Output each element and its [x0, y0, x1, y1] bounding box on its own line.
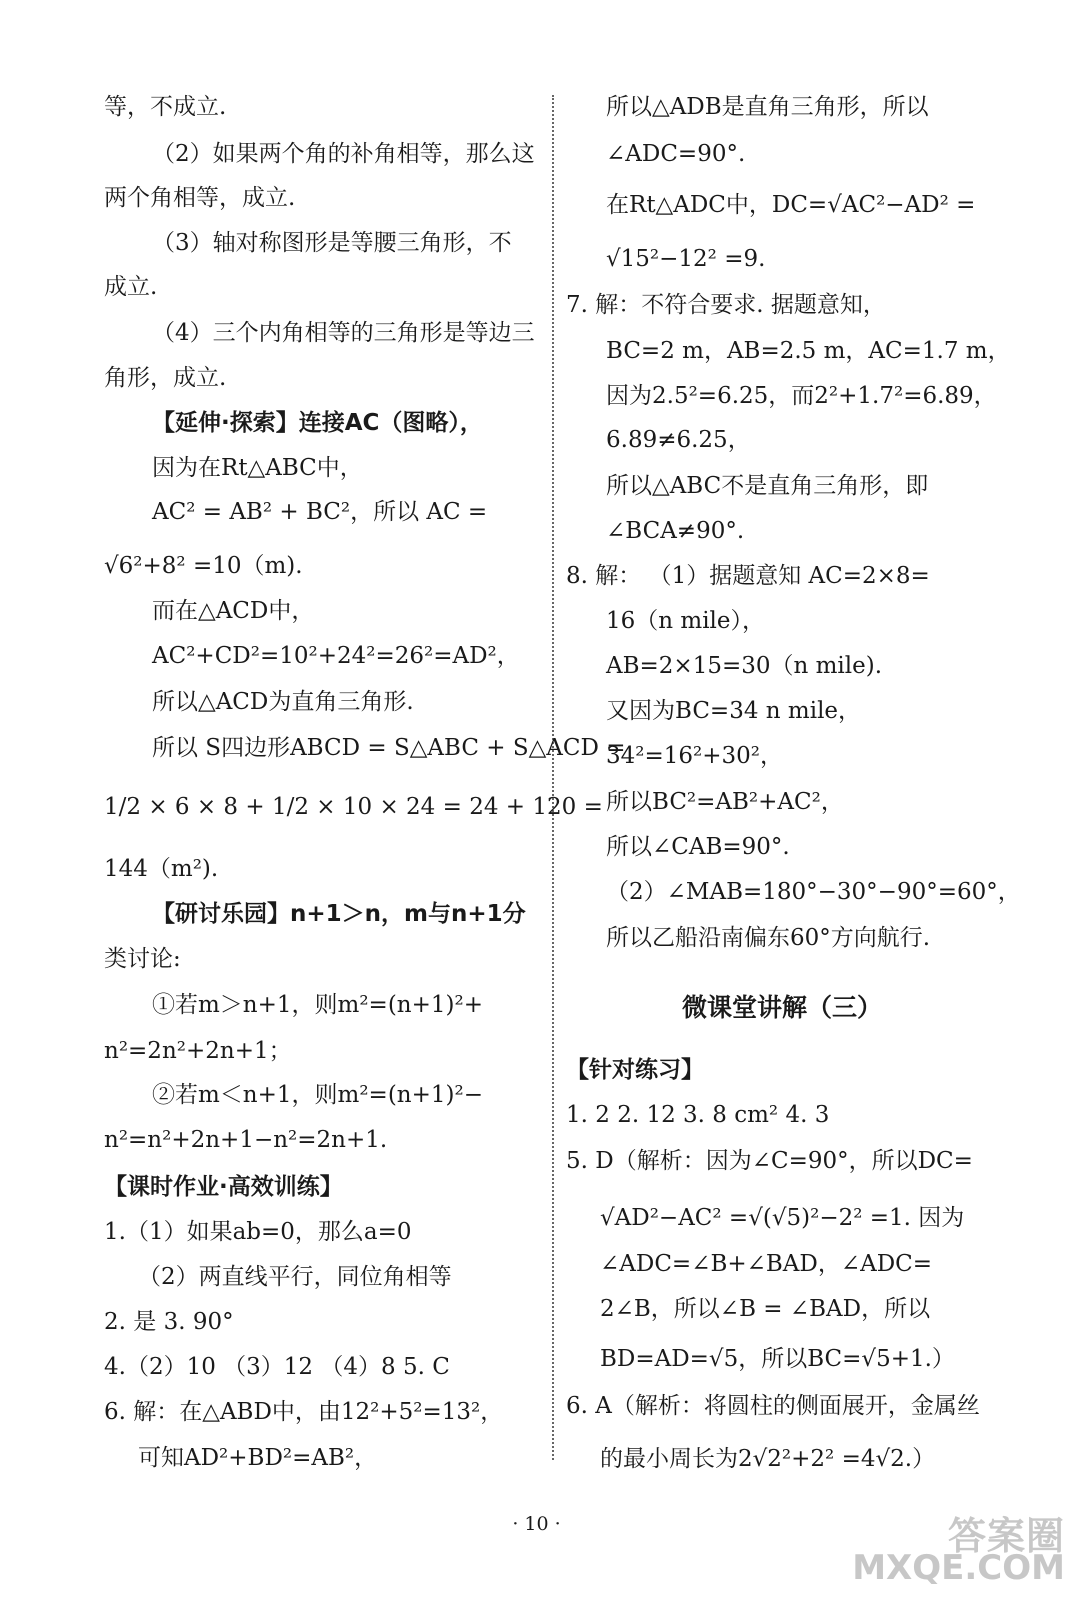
text-line: 1. 2 2. 12 3. 8 cm² 4. 3: [566, 1102, 830, 1128]
text-line: 1/2 × 6 × 8 + 1/2 × 10 × 24 = 24 + 120 =: [104, 794, 603, 820]
text-line: （3）轴对称图形是等腰三角形，不: [152, 230, 512, 256]
text-line: 5. D（解析：因为∠C=90°，所以DC=: [566, 1148, 973, 1174]
text-line: 类讨论:: [104, 946, 181, 972]
text-line: 所以△ADB是直角三角形，所以: [606, 94, 929, 120]
text-line: （2）∠MAB=180°−30°−90°=60°，: [606, 879, 1021, 905]
text-line: 1.（1）如果ab=0，那么a=0: [104, 1219, 412, 1245]
text-line: ①若m＞n+1，则m²=(n+1)²+: [152, 992, 483, 1018]
text-line: 6. 解：在△ABD中，由12²+5²=13²，: [104, 1399, 504, 1425]
section-heading: 【针对练习】: [566, 1057, 704, 1083]
text-line: 可知AD²+BD²=AB²，: [138, 1445, 378, 1471]
section-heading: 【课时作业·高效训练】: [104, 1174, 343, 1200]
text-line: （2）两直线平行，同位角相等: [138, 1264, 452, 1290]
text-line: √AD²−AC² =√(√5)²−2² =1. 因为: [600, 1205, 965, 1231]
text-line: n²=2n²+2n+1；: [104, 1038, 292, 1064]
text-line: AC² = AB² + BC²，所以 AC =: [152, 499, 488, 525]
text-line: 4.（2）10 （3）12 （4）8 5. C: [104, 1354, 450, 1380]
section-title: 微课堂讲解（三）: [682, 993, 883, 1022]
section-heading: 【延伸·探索】连接AC（图略），: [152, 410, 483, 436]
watermark-logo: 答案圈: [947, 1514, 1065, 1558]
page-number: · 10 ·: [512, 1513, 561, 1535]
text-line: 8. 解： （1）据题意知 AC=2×8=: [566, 563, 930, 589]
text-line: 所以△ABC不是直角三角形，即: [606, 473, 929, 499]
text-line: ②若m＜n+1，则m²=(n+1)²−: [152, 1082, 483, 1108]
text-line: 两个角相等，成立.: [104, 185, 296, 211]
text-line: 34²=16²+30²，: [606, 743, 784, 769]
text-line: n²=n²+2n+1−n²=2n+1.: [104, 1127, 388, 1153]
text-line: AB=2×15=30（n mile).: [606, 653, 883, 679]
text-line: BD=AD=√5，所以BC=√5+1.）: [600, 1346, 955, 1372]
text-line: 所以BC²=AB²+AC²，: [606, 789, 844, 815]
text-line: ∠BCA≠90°.: [606, 518, 745, 544]
text-line: 所以 S四边形ABCD = S△ABC + S△ACD =: [152, 735, 626, 761]
text-line: 成立.: [104, 274, 158, 300]
column-divider: [552, 95, 554, 1460]
watermark-url: MXQE.COM: [852, 1548, 1065, 1588]
text-line: √15²−12² =9.: [606, 246, 766, 272]
text-line: BC=2 m，AB=2.5 m，AC=1.7 m，: [606, 338, 1011, 364]
text-line: 又因为BC=34 n mile，: [606, 698, 862, 724]
text-line: 所以乙船沿南偏东60°方向航行.: [606, 925, 931, 951]
text-line: 角形，成立.: [104, 365, 227, 391]
text-line: 因为在Rt△ABC中，: [152, 455, 363, 481]
text-line: √6²+8² =10（m).: [104, 553, 303, 579]
text-line: 因为2.5²=6.25，而2²+1.7²=6.89，: [606, 383, 997, 409]
text-line: 6.89≠6.25，: [606, 427, 751, 453]
text-line: 在Rt△ADC中，DC=√AC²−AD² =: [606, 192, 976, 218]
text-line: （4）三个内角相等的三角形是等边三: [152, 320, 535, 346]
text-line: 所以∠CAB=90°.: [606, 834, 790, 860]
text-line: 2∠B，所以∠B = ∠BAD，所以: [600, 1296, 931, 1322]
text-line: 的最小周长为2√2²+2² =4√2.）: [600, 1446, 936, 1472]
text-line: AC²+CD²=10²+24²=26²=AD²，: [152, 643, 520, 669]
text-line: 144（m²).: [104, 856, 219, 882]
text-line: 16（n mile），: [606, 608, 766, 634]
text-line: （2）如果两个角的补角相等，那么这: [152, 141, 535, 167]
text-line: ∠ADC=90°.: [606, 141, 746, 167]
text-line: 等，不成立.: [104, 94, 227, 120]
text-line: 而在△ACD中，: [152, 598, 315, 624]
text-line: 2. 是 3. 90°: [104, 1309, 234, 1335]
text-line: ∠ADC=∠B+∠BAD，∠ADC=: [600, 1251, 933, 1277]
text-line: 所以△ACD为直角三角形.: [152, 689, 414, 715]
section-heading: 【研讨乐园】n+1＞n，m与n+1分: [152, 901, 526, 927]
text-line: 6. A（解析：将圆柱的侧面展开，金属丝: [566, 1393, 980, 1419]
text-line: 7. 解：不符合要求. 据题意知，: [566, 292, 886, 318]
